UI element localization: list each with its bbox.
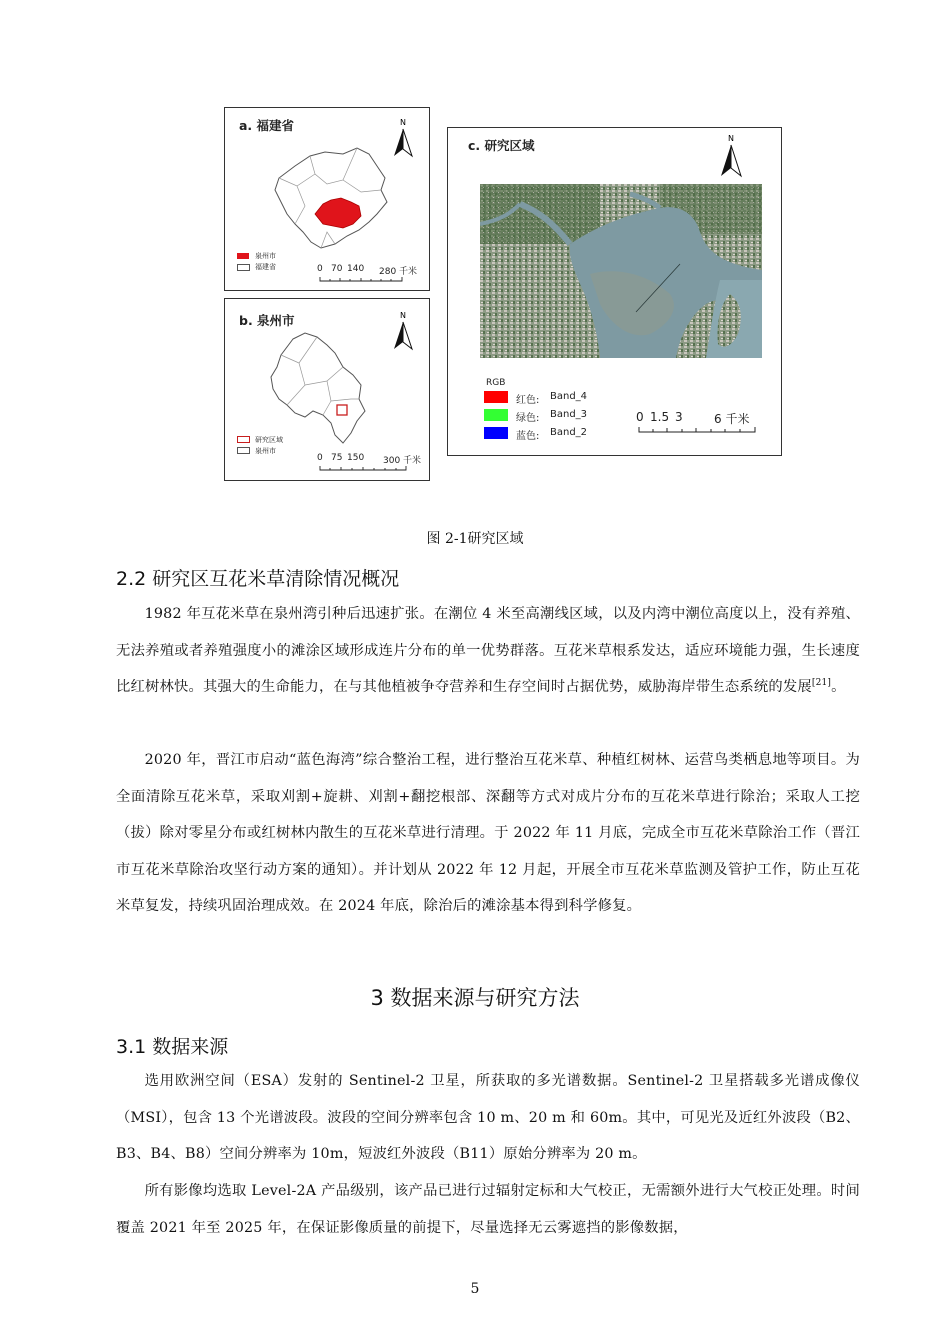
- section-heading-2-2: 2.2 研究区互花米草清除情况概况: [116, 568, 400, 590]
- svg-text:N: N: [400, 118, 406, 127]
- legend-quanzhou-b: [237, 447, 250, 454]
- paragraph-end: 。: [831, 679, 846, 695]
- scale-c-2: 3: [675, 410, 683, 424]
- figure-caption: 图 2-1研究区域: [426, 531, 524, 547]
- panel-b-quanzhou: [224, 298, 430, 481]
- rgb-band-blue: Band_2: [550, 427, 588, 438]
- scale-b-0: 0: [317, 453, 323, 463]
- quanzhou-map: [265, 329, 375, 449]
- rgb-heading: RGB: [486, 378, 506, 388]
- paragraph-3-1-2: 所有影像均选取 Level-2A 产品级别，该产品已进行过辐射定标和大气校正，无需额外进行大气校正处理。时间覆盖 2021 年至 2025 年，在保证影像质量的前提下，尽量选择无云雾遮挡的影像数据，: [116, 1183, 860, 1236]
- rgb-band-green: Band_3: [550, 409, 588, 420]
- section-heading-3-1: 3.1 数据来源: [116, 1036, 229, 1058]
- rgb-band-red: Band_4: [550, 391, 588, 402]
- svg-text:N: N: [400, 311, 406, 320]
- page-number: 5: [470, 1281, 480, 1297]
- scale-a-1: 70: [331, 264, 343, 274]
- citation-ref: [21]: [811, 678, 832, 689]
- legend-label-quanzhou-b: 泉州市: [255, 447, 276, 455]
- paragraph-text: 1982 年互花米草在泉州湾引种后迅速扩张。在潮位 4 米至高潮线区域，以及内湾中潮位高度以上，没有养殖、无法养殖或者养殖强度小的滩涂区域形成连片分布的单一优势群落。互花米草根系发达，适应环境能力强，生长速度比红树林快。其强大的生命能力，在与其他植被争夺营养和生存空间时占据优势，威胁海岸带生态系统的发展: [116, 606, 860, 695]
- rgb-swatch-green: [484, 409, 508, 421]
- rgb-label-green: 绿色:: [516, 413, 540, 424]
- scale-c-0: 0: [636, 410, 644, 424]
- scale-a-0: 0: [317, 264, 323, 274]
- paragraph-2-2-2: 2020 年，晋江市启动“蓝色海湾”综合整治工程，进行整治互花米草、种植红树林、运营鸟类栖息地等项目。为全面清除互花米草，采取刈割+旋耕、刈割+翻挖根部、深翻等方式对成片分布的互花米草进行除治；采取人工挖（拔）除对零星分布或红树林内散生的互花米草进行清理。于 2022 年 11 月底，完成全市互花米草除治工作（晋江市互花米草除治攻坚行动方案的通知）。并计划从 2022 年 12 月起，开展全市互花米草监测及管护工作，防止互花米草复发，持续巩固治理成效。在 2024 年底，除治后的滩涂基本得到科学修复。: [116, 752, 861, 914]
- panel-a-fujian: [224, 107, 430, 291]
- scale-b-3: 300 千米: [383, 456, 422, 466]
- scale-c-1: 1.5: [650, 410, 670, 424]
- paragraph-2-2-1: [116, 596, 860, 706]
- rgb-label-red: 红色:: [516, 395, 540, 406]
- scale-a-2: 140: [347, 264, 365, 274]
- scale-bar-c: [638, 426, 756, 434]
- paragraph-3-1-1: 选用欧洲空间（ESA）发射的 Sentinel-2 卫星，所获取的多光谱数据。Sentinel-2 卫星搭载多光谱成像仪（MSI），包含 13 个光谱波段。波段的空间分辨率包含 10 m、20 m 和 60m。其中，可见光及近红外波段（B2、B3、B4、B8）空间分辨率为 10m，短波红外波段（B11）原始分辨率为 20 m。: [116, 1073, 860, 1162]
- fujian-map: [265, 144, 395, 254]
- rgb-swatch-red: [484, 391, 508, 403]
- chapter-heading-3: 3 数据来源与研究方法: [370, 986, 580, 1010]
- scale-bar-a: [319, 276, 403, 282]
- svg-text:N: N: [728, 134, 734, 143]
- scale-c-3: 6 千米: [714, 412, 750, 426]
- scale-b-1: 75: [331, 453, 343, 463]
- satellite-image: [480, 184, 762, 358]
- rgb-label-blue: 蓝色:: [516, 431, 540, 442]
- legend-fujian: [237, 264, 250, 271]
- panel-c-title: c. 研究区域: [468, 138, 535, 153]
- north-arrow-icon: [718, 132, 744, 180]
- scale-bar-b: [319, 465, 407, 471]
- scale-b-2: 150: [347, 453, 365, 463]
- panel-b-title: b. 泉州市: [239, 313, 295, 328]
- legend-quanzhou: [237, 253, 249, 259]
- scale-a-3: 280 千米: [379, 267, 418, 277]
- legend-label-quanzhou: 泉州市: [255, 252, 276, 260]
- legend-label-fujian: 福建省: [255, 263, 276, 271]
- panel-c-study-area: [447, 127, 782, 456]
- north-arrow-icon: [391, 309, 415, 353]
- legend-label-study-area: 研究区域: [255, 436, 283, 444]
- panel-a-title: a. 福建省: [239, 118, 295, 133]
- rgb-swatch-blue: [484, 427, 508, 439]
- legend-study-area: [237, 436, 250, 443]
